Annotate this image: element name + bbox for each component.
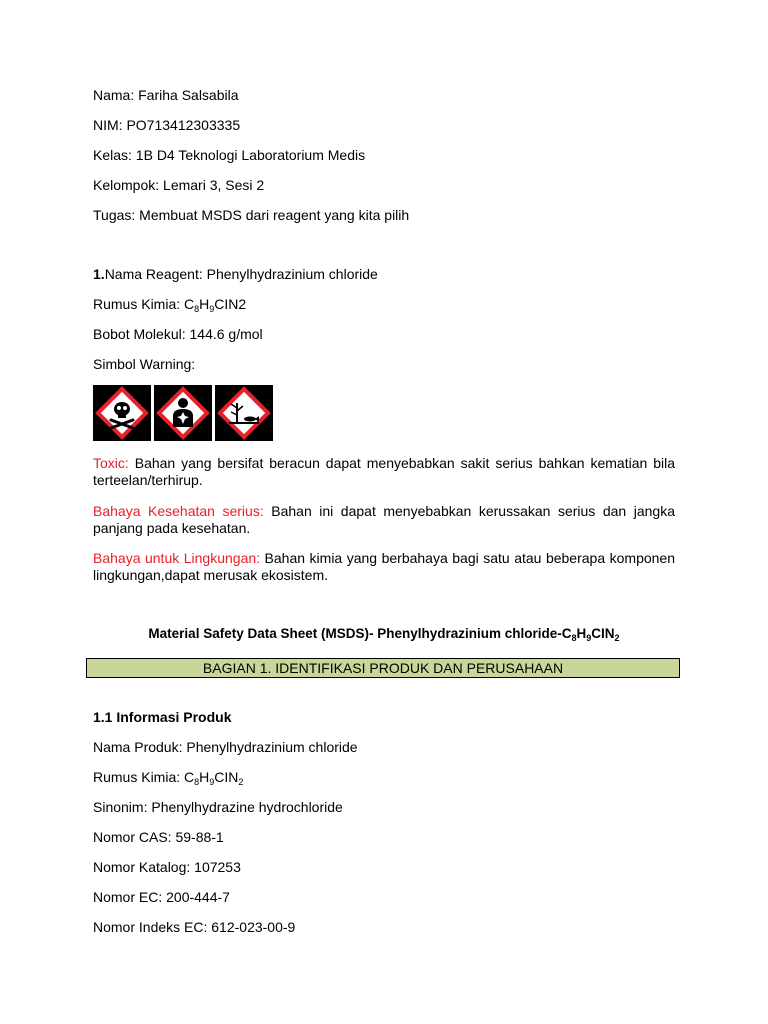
reagent-weight: Bobot Molekul: 144.6 g/mol bbox=[93, 326, 263, 342]
ghs-symbols bbox=[93, 385, 273, 441]
reagent-number: 1. bbox=[93, 266, 105, 282]
product-formula: Rumus Kimia: $C_8H_9CIN_2$ bbox=[93, 769, 244, 787]
section-header-bagian-1: BAGIAN 1. IDENTIFIKASI PRODUK DAN PERUSAHAAN bbox=[86, 658, 680, 678]
hazard-env-text: Bahan kimia yang berbahaya bagi satu atau beberapa komponen lingkungan,dapat merusak ekosistem. bbox=[93, 550, 675, 583]
product-info-heading: 1.1 Informasi Produk bbox=[93, 709, 232, 725]
hazard-environment bbox=[93, 550, 675, 584]
ec-index-number: Nomor Indeks EC: 612-023-00-9 bbox=[93, 919, 296, 935]
hazard-health-label: Bahaya Kesehatan serius: bbox=[93, 503, 264, 519]
assignment: Tugas: Membuat MSDS dari reagent yang kita pilih bbox=[93, 207, 410, 223]
hazard-toxic-label: Toxic: bbox=[93, 455, 129, 471]
cas-number: Nomor CAS: 59-88-1 bbox=[93, 829, 224, 845]
environment-icon bbox=[215, 385, 273, 441]
product-name: Nama Produk: Phenylhydrazinium chloride bbox=[93, 739, 358, 755]
reagent-name-text: Nama Reagent: Phenylhydrazinium chloride bbox=[104, 266, 378, 282]
msds-title: Material Safety Data Sheet (MSDS)- Phenylhydrazinium chloride-$C_8H_9CIN_2$ bbox=[148, 626, 620, 643]
reagent-formula: Rumus Kimia: $C_8H_9CIN2$ bbox=[93, 296, 247, 314]
student-group: Kelompok: Lemari 3, Sesi 2 bbox=[93, 177, 265, 193]
skull-crossbones-icon bbox=[93, 385, 151, 441]
hazard-toxic bbox=[93, 455, 675, 489]
product-synonym: Sinonim: Phenylhydrazine hydrochloride bbox=[93, 799, 343, 815]
hazard-health-text: Bahan ini dapat menyebabkan kerussakan serius dan jangka panjang pada kesehatan. bbox=[93, 503, 675, 536]
catalog-number: Nomor Katalog: 107253 bbox=[93, 859, 241, 875]
warning-symbol-label: Simbol Warning: bbox=[93, 356, 196, 372]
hazard-health bbox=[93, 503, 675, 537]
hazard-toxic-text: Bahan yang bersifat beracun dapat menyebabkan sakit serius bahkan kematian bila terteelan/terhirup. bbox=[93, 455, 675, 488]
ec-number: Nomor EC: 200-444-7 bbox=[93, 889, 230, 905]
student-nim: NIM: PO713412303335 bbox=[93, 117, 241, 133]
student-name: Nama: Fariha Salsabila bbox=[93, 87, 239, 103]
hazard-env-label: Bahaya untuk Lingkungan: bbox=[93, 550, 261, 566]
health-hazard-icon bbox=[154, 385, 212, 441]
student-class: Kelas: 1B D4 Teknologi Laboratorium Medis bbox=[93, 147, 366, 163]
reagent-name bbox=[93, 265, 378, 283]
